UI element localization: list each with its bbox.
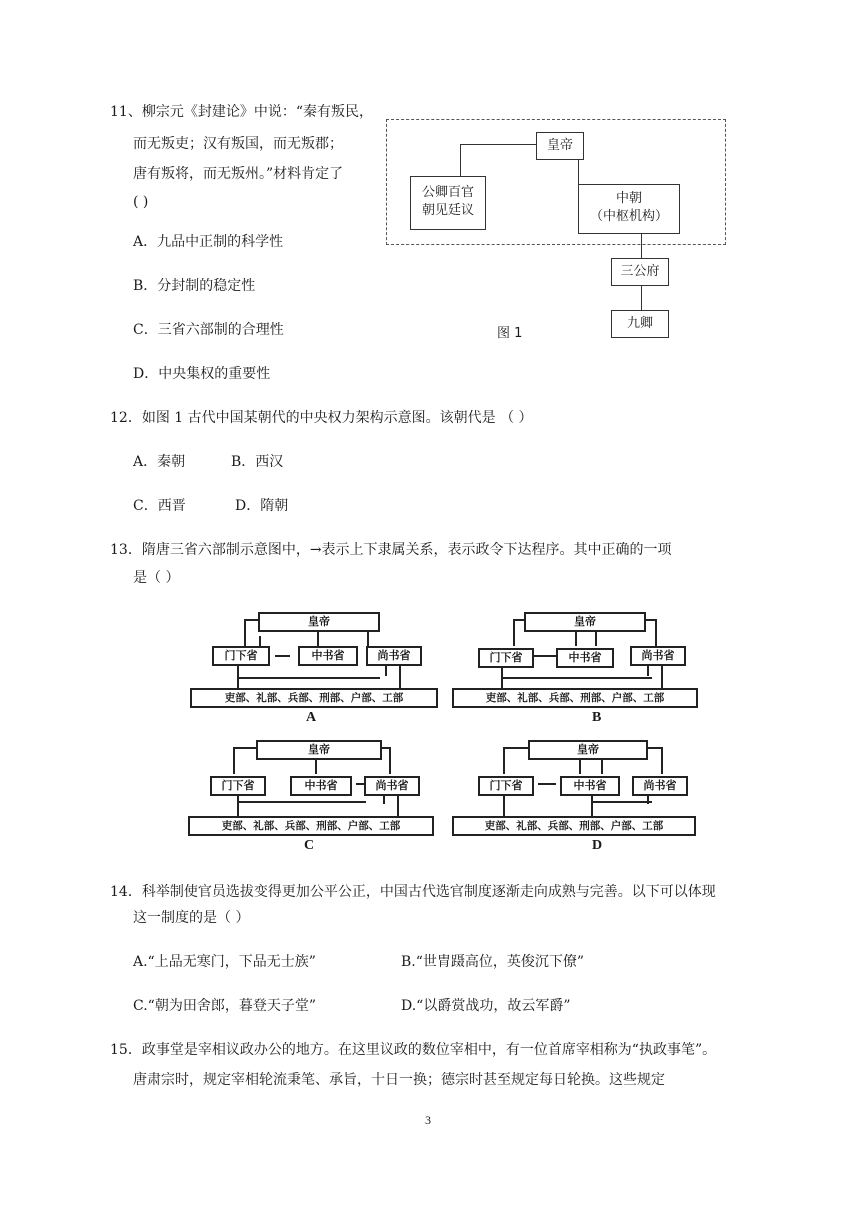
diagram-a-emperor: 皇帝 bbox=[258, 612, 380, 632]
q14-option-c: C.“朝为田舍郎，暮登天子堂” bbox=[133, 998, 316, 1014]
diagram-b-zhongshu: 中书省 bbox=[556, 648, 614, 668]
diagram-a-label: A bbox=[306, 710, 317, 725]
q13-diagram-b bbox=[452, 608, 714, 725]
diagram-c-zhongshu: 中书省 bbox=[290, 776, 352, 796]
diagram-c-emperor: 皇帝 bbox=[256, 740, 382, 760]
figure1-sangong-box: 三公府 bbox=[611, 258, 669, 286]
figure1-officials-box: 公卿百官 朝见廷议 bbox=[410, 176, 486, 230]
figure1-caption: 图 1 bbox=[497, 326, 523, 341]
diagram-a-menxia: 门下省 bbox=[212, 646, 270, 666]
diagram-a-ministries: 吏部、礼部、兵部、刑部、户部、工部 bbox=[190, 688, 438, 708]
diagram-d-menxia: 门下省 bbox=[478, 776, 534, 796]
diagram-c-menxia: 门下省 bbox=[210, 776, 266, 796]
q13-diagram-c bbox=[188, 736, 450, 853]
diagram-b-ministries: 吏部、礼部、兵部、刑部、户部、工部 bbox=[452, 688, 698, 708]
diagram-d-ministries: 吏部、礼部、兵部、刑部、户部、工部 bbox=[452, 816, 696, 836]
q11-stem-line2: 而无叛吏；汉有叛国，而无叛郡； bbox=[133, 136, 343, 152]
q11-option-d: D．中央集权的重要性 bbox=[133, 366, 271, 382]
q14-stem-line2: 这一制度的是（ ） bbox=[133, 910, 250, 926]
diagram-d-zhongshu: 中书省 bbox=[560, 776, 620, 796]
diagram-a-shangshu: 尚书省 bbox=[366, 646, 422, 666]
figure1-court-box: 中朝 （中枢机构） bbox=[578, 184, 680, 234]
figure1-line bbox=[641, 286, 642, 310]
figure1-emperor-box: 皇帝 bbox=[536, 132, 584, 160]
q11-option-b: B．分封制的稳定性 bbox=[133, 278, 256, 294]
diagram-d-shangshu: 尚书省 bbox=[632, 776, 688, 796]
diagram-b-shangshu: 尚书省 bbox=[630, 646, 686, 666]
figure1-line bbox=[460, 144, 536, 145]
q12-option-b: B．西汉 bbox=[231, 454, 284, 470]
q13-stem-line1: 13．隋唐三省六部制示意图中，→表示上下隶属关系，表示政令下达程序。其中正确的一项 bbox=[110, 542, 672, 558]
diagram-b-label: B bbox=[592, 710, 602, 725]
q12-option-c: C．西晋 bbox=[133, 498, 186, 514]
diagram-d-label: D bbox=[592, 838, 603, 853]
q11-option-c: C．三省六部制的合理性 bbox=[133, 322, 284, 338]
q11-stem-line3: 唐有叛将，而无叛州。”材料肯定了 bbox=[133, 166, 344, 182]
q13-diagram-d bbox=[452, 736, 714, 853]
figure1-jiuqing-box: 九卿 bbox=[611, 310, 669, 338]
figure1-line bbox=[578, 160, 579, 184]
diagram-b-menxia: 门下省 bbox=[478, 648, 534, 668]
q12-stem: 12．如图 1 古代中国某朝代的中央权力架构示意图。该朝代是 （ ） bbox=[110, 410, 533, 426]
q15-stem-line2: 唐肃宗时，规定宰相轮流秉笔、承旨，十日一换；德宗时甚至规定每日轮换。这些规定 bbox=[133, 1072, 665, 1088]
q14-stem-line1: 14．科举制使官员选拔变得更加公平公正，中国古代选官制度逐渐走向成熟与完善。以下可以体现 bbox=[110, 884, 716, 900]
diagram-c-label: C bbox=[304, 838, 315, 853]
diagram-c-shangshu: 尚书省 bbox=[364, 776, 420, 796]
q11-stem-line1: 11、柳宗元《封建论》中说：“秦有叛民， bbox=[110, 104, 373, 120]
q14-option-d: D.“以爵赏战功，故云军爵” bbox=[401, 998, 571, 1014]
q15-stem-line1: 15．政事堂是宰相议政办公的地方。在这里议政的数位宰相中，有一位首席宰相称为“执政事笔”。 bbox=[110, 1042, 717, 1058]
page-number: 3 bbox=[425, 1113, 431, 1127]
diagram-b-emperor: 皇帝 bbox=[524, 612, 646, 632]
q12-option-d: D．隋朝 bbox=[235, 498, 289, 514]
diagram-c-ministries: 吏部、礼部、兵部、刑部、户部、工部 bbox=[188, 816, 434, 836]
diagram-d-emperor: 皇帝 bbox=[528, 740, 648, 760]
q14-option-b: B.“世胄蹑高位，英俊沉下僚” bbox=[401, 954, 585, 970]
q11-option-a: A．九品中正制的科学性 bbox=[133, 234, 284, 250]
q12-option-a: A．秦朝 bbox=[133, 454, 186, 470]
q13-stem-line2: 是（ ） bbox=[133, 570, 180, 586]
q11-answer-paren: ( ) bbox=[133, 194, 149, 210]
q13-diagram-a bbox=[190, 608, 452, 725]
diagram-a-zhongshu: 中书省 bbox=[298, 646, 358, 666]
q14-option-a: A.“上品无寒门，下品无士族” bbox=[133, 954, 316, 970]
figure1-line bbox=[460, 144, 461, 176]
figure1-line bbox=[641, 234, 642, 258]
